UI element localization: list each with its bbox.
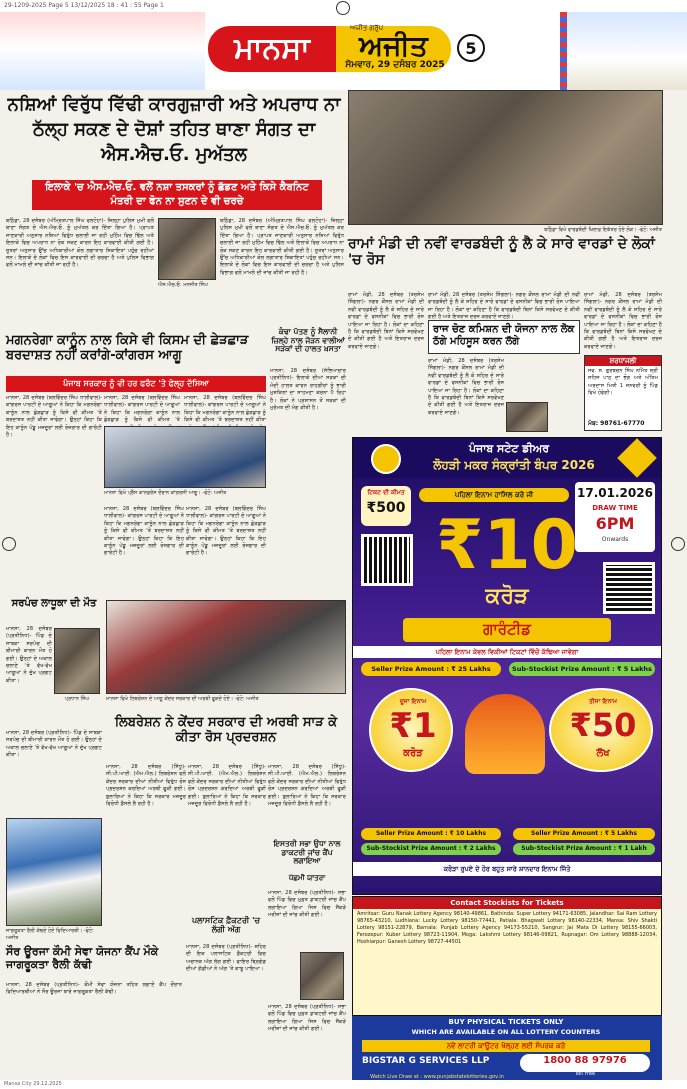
draw-time: 6PM (595, 514, 635, 533)
logo-paper-name: ਅਜੀਤ (336, 26, 451, 72)
logo-tagline: ਅਜੀਤ ਗਰੁੱਪ (350, 24, 384, 32)
obit-body: ਮਾਨਸਾ, 28 ਦਸੰਬਰ (ਪ੍ਰਤੀਨਿਧ)- ਪਿੰਡ ਦੇ ਸਾਬਕਾ ਸਰਪੰਚ ਦੀ ਬੀਮਾਰੀ ਕਾਰਨ ਮੌਤ ਹੋ ਗਈ। ਉਨ੍ਹਾਂ ਦੇ ਅਕਾਲ ਚਲਾਣੇ 'ਤੇ ਵੱਖ-ਵੱਖ ਆਗੂਆਂ ਨੇ ਦੁੱਖ ਪ੍ਰਗਟ ਕੀਤਾ। (6, 626, 52, 684)
ad-title: ਲੋਹੜੀ ਮਕਰ ਸੰਕ੍ਰਾਂਤੀ ਬੰਪਰ 2026 (433, 458, 595, 472)
stockists-title: Contact Stockists for Tickets (353, 897, 661, 909)
ad-footnote: ਕਰੋੜਾ ਰੁਪਏ ਦੇ ਹੋਰ ਬਹੁਤ ਸਾਰੇ ਸ਼ਾਨਦਾਰ ਇਨਾਮ ਜਿੱਤੋ (353, 862, 661, 876)
third-substockist-prize: Sub-Stockist Prize Amount : ₹ 1 Lakh (513, 843, 655, 855)
draw-time-label: DRAW TIME (592, 504, 638, 512)
rally-photo-caption: ਜਾਗਰੂਕਤਾ ਰੈਲੀ ਕੱਢਦੇ ਹੋਏ ਵਿਦਿਆਰਥੀ। -ਫੋਟੋ: ਅਜੀਤ (6, 928, 94, 941)
gurdwara-illustration-right (567, 12, 687, 90)
draw-onwards: Onwards (601, 536, 629, 543)
qr-code-left (361, 534, 413, 586)
second-prize-medal (369, 688, 453, 772)
masthead (0, 12, 687, 90)
second-prize-amount: ₹1 (389, 706, 437, 746)
ad-header: ਪੰਜਾਬ ਸਟੇਟ ਡੀਅਰ (468, 442, 550, 455)
third-prize-unit: ਲੱਖ (596, 748, 610, 759)
live-draw-website: Watch Live Draw at : www.punjabstatelotteries.gov.in (370, 1074, 504, 1080)
bhangra-dancer-illustration (465, 694, 545, 774)
factory-headline: ਪਲਾਸਟਿਕ ਫ਼ੈਕਟਰੀ 'ਚ ਲੱਗੀ ਅੱਗ (192, 916, 260, 935)
guarantee-banner (403, 618, 611, 642)
protest-photo-caption: ਬਠਿੰਡਾ ਵਿਖੇ ਵਾਰਡਬੰਦੀ ਖ਼ਿਲਾਫ਼ ਇਕੱਤਰ ਹੋਏ ਲੋਕ। -ਫੋਟੋ: ਅਜੀਤ (544, 227, 662, 233)
buy-physical-line1: BUY PHYSICAL TICKETS ONLY (448, 1018, 564, 1026)
liberation-body-col3: ਮਾਨਸਾ, 28 ਦਸੰਬਰ (ਸਿੱਧੂ)- ਸੀ.ਪੀ.ਆਈ. (ਐਮ.ਐਲ.) ਲਿਬਰੇਸ਼ਨ ਵਲੋਂ ਕੇਂਦਰ ਸਰਕਾਰ ਦੀਆਂ ਨੀਤੀਆਂ ਵਿਰੁੱਧ ਰੋਸ ਪ੍ਰਦਰਸ਼ਨ ਕਰਦਿਆਂ ਅਰਥੀ ਫੂਕੀ ਗਈ। ਬੁਲਾਰਿਆਂ ਨੇ ਕਿਹਾ ਕਿ ਸਰਕਾਰ ਮਜ਼ਦੂਰ ਵਿਰੋਧੀ ਫ਼ੈਸਲੇ ਲੈ ਰਹੀ ਹੈ। (268, 764, 346, 808)
lead-headline: ਨਸ਼ਿਆਂ ਵਿਰੁੱਧ ਵਿੱਢੀ ਕਾਰਗੁਜ਼ਾਰੀ ਅਤੇ ਅਪਰਾਧ ਨਾ ਠੱਲ੍ਹ ਸਕਣ ਦੇ ਦੋਸ਼ਾਂ ਤਹਿਤ ਥਾਣਾ ਸੰਗਤ ਦਾ ਐਸ.ਐਚ.ਓ. ਮੁਅੱਤਲ (7, 94, 341, 165)
mgnrega-headline: ਮਗਨਰੇਗਾ ਕਾਨੂੰਨ ਨਾਲ ਕਿਸੇ ਵੀ ਕਿਸਮ ਦੀ ਛੇੜਛਾੜ ਬਰਦਾਸ਼ਤ ਨਹੀਂ ਕਰਾਂਗੇ-ਕਾਂਗਰਸ ਆਗੂ (6, 333, 249, 363)
lead-subhead: ਇਲਾਕੇ 'ਚ ਐਸ.ਐਚ.ਓ. ਵਲੋਂ ਨਸ਼ਾ ਤਸਕਰਾਂ ਨੂੰ ਛੱਡਣ ਅਤੇ ਕਿਸੇ ਕੈਬਨਿਟ ਮੰਤਰੀ ਦਾ ਫੋਨ ਨਾ ਸੁਣਨ ਦੇ ਵੀ ਚਰਚੇ (32, 180, 322, 210)
registration-mark-icon (336, 1, 350, 15)
toll-free-label: Toll Free (574, 1071, 596, 1077)
second-prize-label: ਦੂਜਾ ਇਨਾਮ (399, 698, 427, 705)
roads-headline: ਕੰਢਾ ਪੱਤਣ ਨੂੰ ਸੈਲਾਨੀ ਜ਼ਿਲ੍ਹੇ ਨਾਲ ਜੋੜਨ ਵਾਲੀਆਂ ਸੜਕਾਂ ਦੀ ਹਾਲਤ ਖ਼ਸਤਾ (271, 327, 345, 354)
toll-free-badge (520, 1054, 650, 1072)
bottom-meta: Mansa City 29.12.2025 (0, 1080, 687, 1089)
obit-photo-caption: ਪ੍ਰਧਾਨ ਸਿੰਘ (64, 696, 90, 702)
price-badge (361, 486, 411, 526)
qr-code-right (603, 562, 655, 614)
stockists-box (352, 896, 662, 1016)
company-name: BIGSTAR G SERVICES LLP (362, 1056, 490, 1066)
buy-physical-line2: WHICH ARE AVAILABLE ON ALL LOTTERY COUNTERS (411, 1028, 601, 1036)
mandi-body-top: ਰਾਮਾਂ ਮੰਡੀ, 28 ਦਸੰਬਰ (ਤਰਸੇਮ ਸਿੰਗਲਾ)- ਨਗਰ ਕੌਂਸਲ ਰਾਮਾਂ ਮੰਡੀ ਦੀ ਨਵੀਂ ਵਾਰਡਬੰਦੀ ਨੂੰ ਲੈ ਕੇ ਸ਼ਹਿਰ ਦੇ ਸਾਰੇ ਵਾਰਡਾਂ ਦੇ ਵਸਨੀਕਾਂ ਵਿਚ ਭਾਰੀ ਰੋਸ ਪਾਇਆ ਜਾ ਰਿਹਾ ਹੈ। ਲੋਕਾਂ ਦਾ ਕਹਿਣਾ ਹੈ ਕਿ ਵਾਰਡਬੰਦੀ ਬਿਨਾਂ ਕਿਸੇ ਸਰਵੇਖਣ ਦੇ ਕੀਤੀ ਗਈ ਹੈ ਅਤੇ ਇਤਰਾਜ਼ ਦਰਜ ਕਰਵਾਏ ਜਾਣਗੇ। (428, 292, 580, 321)
mandi-subhead: ਰਾਜ ਚੋਣ ਕਮਿਸ਼ਨ ਦੀ ਯੋਜਨਾ ਨਾਲ ਲੋਕ ਠੱਗੇ ਮਹਿਸੂਸ ਕਰਨ ਲੱਗੇ (433, 324, 575, 347)
guarantee-note: ਪਹਿਲਾ ਇਨਾਮ ਕੇਵਲ ਵਿਕੀਆਂ ਟਿਕਟਾਂ ਵਿੱਚੋਂ ਕੱਢਿਆ ਜਾਵੇਗਾ (353, 646, 661, 658)
rally-headline: ਸੌਰ ਊਰਜਾ ਕੌਮੀ ਸੇਵਾ ਯੋਜਨਾ ਕੈਂਪ ਮੌਕੇ ਜਾਗਰੂਕਤਾ ਰੈਲੀ ਕੱਢੀ (6, 945, 159, 971)
ad-footer (352, 1016, 662, 1084)
mandi-headline: ਰਾਮਾਂ ਮੰਡੀ ਦੀ ਨਵੀਂ ਵਾਰਡਬੰਦੀ ਨੂੰ ਲੈ ਕੇ ਸਾਰੇ ਵਾਰਡਾਂ ਦੇ ਲੋਕਾਂ 'ਚ ਰੋਸ (348, 236, 655, 269)
obit-photo (54, 628, 100, 694)
ticket-price: ₹500 (366, 500, 406, 516)
mgnrega-body-col4: ਮਾਨਸਾ, 28 ਦਸੰਬਰ (ਬਲਵਿੰਦਰ ਸਿੰਘ ਧਾਲੀਵਾਲ)- ਕਾਂਗਰਸ ਪਾਰਟੀ ਦੇ ਆਗੂਆਂ ਨੇ ਕਿਹਾ ਕਿ ਮਗਨਰੇਗਾ ਕਾਨੂੰਨ ਨਾਲ ਛੇੜਛਾੜ ਨੂੰ ਕਿਸੇ ਵੀ ਕੀਮਤ 'ਤੇ ਬਰਦਾਸ਼ਤ ਨਹੀਂ ਕੀਤਾ ਜਾਵੇਗਾ। ਉਨ੍ਹਾਂ ਕਿਹਾ ਕਿ ਇਹ ਕਾਨੂੰਨ ਪੇਂਡੂ ਮਜ਼ਦੂਰਾਂ ਲਈ ਰੋਜ਼ਗਾਰ ਦੀ ਗਾਰੰਟੀ ਹੈ। (104, 506, 185, 557)
mgnrega-body-col5: ਮਾਨਸਾ, 28 ਦਸੰਬਰ (ਬਲਵਿੰਦਰ ਸਿੰਘ ਧਾਲੀਵਾਲ)- ਕਾਂਗਰਸ ਪਾਰਟੀ ਦੇ ਆਗੂਆਂ ਨੇ ਕਿਹਾ ਕਿ ਮਗਨਰੇਗਾ ਕਾਨੂੰਨ ਨਾਲ ਛੇੜਛਾੜ ਨੂੰ ਕਿਸੇ ਵੀ ਕੀਮਤ 'ਤੇ ਬਰਦਾਸ਼ਤ ਨਹੀਂ ਕੀਤਾ ਜਾਵੇਗਾ। ਉਨ੍ਹਾਂ ਕਿਹਾ ਕਿ ਇਹ ਕਾਨੂੰਨ ਪੇਂਡੂ ਮਜ਼ਦੂਰਾਂ ਲਈ ਰੋਜ਼ਗਾਰ ਦੀ ਗਾਰੰਟੀ ਹੈ। (186, 506, 267, 557)
camp-photo (300, 952, 344, 1000)
mandi-body-col1: ਰਾਮਾਂ ਮੰਡੀ, 28 ਦਸੰਬਰ (ਤਰਸੇਮ ਸਿੰਗਲਾ)- ਨਗਰ ਕੌਂਸਲ ਰਾਮਾਂ ਮੰਡੀ ਦੀ ਨਵੀਂ ਵਾਰਡਬੰਦੀ ਨੂੰ ਲੈ ਕੇ ਸ਼ਹਿਰ ਦੇ ਸਾਰੇ ਵਾਰਡਾਂ ਦੇ ਵਸਨੀਕਾਂ ਵਿਚ ਭਾਰੀ ਰੋਸ ਪਾਇਆ ਜਾ ਰਿਹਾ ਹੈ। ਲੋਕਾਂ ਦਾ ਕਹਿਣਾ ਹੈ ਕਿ ਵਾਰਡਬੰਦੀ ਬਿਨਾਂ ਕਿਸੇ ਸਰਵੇਖਣ ਦੇ ਕੀਤੀ ਗਈ ਹੈ ਅਤੇ ਇਤਰਾਜ਼ ਦਰਜ ਕਰਵਾਏ ਜਾਣਗੇ। (348, 292, 424, 350)
third-prize-label: ਤੀਜਾ ਇਨਾਮ (589, 698, 617, 705)
camp-body-cont: ਮਾਨਸਾ, 28 ਦਸੰਬਰ (ਪ੍ਰਤੀਨਿਧ)- ਸਭਾ ਵਲੋਂ ਪਿੰਡ ਵਿਚ ਮੁਫ਼ਤ ਡਾਕਟਰੀ ਜਾਂਚ ਕੈਂਪ ਲਗਾਇਆ ਗਿਆ ਜਿਸ ਵਿਚ ਸੈਂਕੜੇ ਮਰੀਜ਼ਾਂ ਦੀ ਜਾਂਚ ਕੀਤੀ ਗਈ। (268, 1004, 346, 1033)
price-label: ਟਿਕਟ ਦੀ ਕੀਮਤ (367, 489, 405, 496)
lottery-advertisement (352, 437, 662, 895)
factory-body: ਮਾਨਸਾ, 28 ਦਸੰਬਰ (ਪ੍ਰਤੀਨਿਧ)- ਸ਼ਹਿਰ ਦੀ ਇਕ ਪਲਾਸਟਿਕ ਫ਼ੈਕਟਰੀ ਵਿਚ ਅਚਾਨਕ ਅੱਗ ਲੱਗ ਗਈ। ਫਾਇਰ ਬ੍ਰਿਗੇਡ ਦੀਆਂ ਗੱਡੀਆਂ ਨੇ ਅੱਗ 'ਤੇ ਕਾਬੂ ਪਾਇਆ। (186, 944, 266, 973)
camp-subhead: ਪੱਛਮੀ ਯਾਤਰਾ (288, 874, 326, 882)
camp-headline: ਇਸਤਰੀ ਸਭਾ ਉਧਾ ਨਾਲ ਡਾਕਟਰੀ ਜਾਂਚ ਕੈਂਪ ਲਗਾਇਆ (273, 839, 341, 866)
registration-mark-icon (2, 537, 16, 551)
first-seller-prize: Seller Prize Amount : ₹ 25 Lakhs (361, 662, 501, 676)
protest-photo (348, 90, 663, 225)
second-seller-prize: Seller Prize Amount : ₹ 10 Lakhs (361, 828, 501, 840)
tribute-title: ਸ਼ਰਧਾਂਜਲੀ (585, 356, 661, 366)
mandi-body-col3: ਰਾਮਾਂ ਮੰਡੀ, 28 ਦਸੰਬਰ (ਤਰਸੇਮ ਸਿੰਗਲਾ)- ਨਗਰ ਕੌਂਸਲ ਰਾਮਾਂ ਮੰਡੀ ਦੀ ਨਵੀਂ ਵਾਰਡਬੰਦੀ ਨੂੰ ਲੈ ਕੇ ਸ਼ਹਿਰ ਦੇ ਸਾਰੇ ਵਾਰਡਾਂ ਦੇ ਵਸਨੀਕਾਂ ਵਿਚ ਭਾਰੀ ਰੋਸ ਪਾਇਆ ਜਾ ਰਿਹਾ ਹੈ। ਲੋਕਾਂ ਦਾ ਕਹਿਣਾ ਹੈ ਕਿ ਵਾਰਡਬੰਦੀ ਬਿਨਾਂ ਕਿਸੇ ਸਰਵੇਖਣ ਦੇ ਕੀਤੀ ਗਈ ਹੈ ਅਤੇ ਇਤਰਾਜ਼ ਦਰਜ ਕਰਵਾਏ ਜਾਣਗੇ। (584, 292, 662, 350)
obit-headline: ਸਰਪੰਚ ਲਾਧੂਕਾ ਦੀ ਮੌਤ (11, 598, 97, 609)
mandi-small-photo (506, 402, 548, 432)
first-prize-label: ਪਹਿਲਾ ਇਨਾਮ ਹਾਸਿਲ ਕਰੋ ਜੀ (419, 488, 569, 502)
mgnrega-body-col1: ਮਾਨਸਾ, 28 ਦਸੰਬਰ (ਬਲਵਿੰਦਰ ਸਿੰਘ ਧਾਲੀਵਾਲ)- ਕਾਂਗਰਸ ਪਾਰਟੀ ਦੇ ਆਗੂਆਂ ਨੇ ਕਿਹਾ ਕਿ ਮਗਨਰੇਗਾ ਕਾਨੂੰਨ ਨਾਲ ਛੇੜਛਾੜ ਨੂੰ ਕਿਸੇ ਵੀ ਕੀਮਤ 'ਤੇ ਬਰਦਾਸ਼ਤ ਨਹੀਂ ਕੀਤਾ ਜਾਵੇਗਾ। ਉਨ੍ਹਾਂ ਕਿਹਾ ਕਿ ਇਹ ਕਾਨੂੰਨ ਪੇਂਡੂ ਮਜ਼ਦੂਰਾਂ ਲਈ ਰੋਜ਼ਗਾਰ ਦੀ ਗਾਰੰਟੀ ਹੈ। (6, 395, 102, 439)
third-seller-prize: Seller Prize Amount : ₹ 5 Lakhs (513, 828, 655, 840)
rally-body: ਮਾਨਸਾ, 28 ਦਸੰਬਰ (ਪ੍ਰਤੀਨਿਧ)- ਕੌਮੀ ਸੇਵਾ ਯੋਜਨਾ ਤਹਿਤ ਲਗਾਏ ਕੈਂਪ ਦੌਰਾਨ ਵਿਦਿਆਰਥੀਆਂ ਨੇ ਸੌਰ ਊਰਜਾ ਬਾਰੇ ਜਾਗਰੂਕਤਾ ਰੈਲੀ ਕੱਢੀ। (6, 982, 182, 996)
registration-mark-icon (671, 537, 685, 551)
mgnrega-photo-caption: ਮਾਨਸਾ ਵਿਖੇ ਪ੍ਰੈੱਸ ਕਾਨਫ਼ਰੰਸ ਦੌਰਾਨ ਕਾਂਗਰਸੀ ਆਗੂ। -ਫੋਟੋ: ਅਜੀਤ (104, 490, 227, 496)
obit-body-cont: ਮਾਨਸਾ, 28 ਦਸੰਬਰ (ਪ੍ਰਤੀਨਿਧ)- ਪਿੰਡ ਦੇ ਸਾਬਕਾ ਸਰਪੰਚ ਦੀ ਬੀਮਾਰੀ ਕਾਰਨ ਮੌਤ ਹੋ ਗਈ। ਉਨ੍ਹਾਂ ਦੇ ਅਕਾਲ ਚਲਾਣੇ 'ਤੇ ਵੱਖ-ਵੱਖ ਆਗੂਆਂ ਨੇ ਦੁੱਖ ਪ੍ਰਗਟ ਕੀਤਾ। (6, 730, 102, 759)
toll-free-number: 1800 88 97976 (543, 1055, 627, 1066)
heritage-illustration-left (0, 12, 205, 90)
mandi-subhead-box (428, 320, 580, 354)
mgnrega-subhead: ਪੰਜਾਬ ਸਰਕਾਰ ਨੂੰ ਵੀ ਹਰ ਫਰੰਟ 'ਤੇ ਫੇਲ੍ਹ ਦੱਸਿਆ (6, 376, 266, 392)
lead-photo-caption: ਐਸ.ਐਚ.ਓ. ਮਨਜੀਤ ਸਿੰਘ (158, 282, 208, 288)
mgnrega-press-photo (104, 426, 266, 488)
jackpot-unit: ਕਰੋੜ (485, 584, 529, 609)
liberation-photo (106, 600, 346, 694)
second-prize-unit: ਕਰੋੜ (403, 748, 423, 759)
mandi-body-col2: ਰਾਮਾਂ ਮੰਡੀ, 28 ਦਸੰਬਰ (ਤਰਸੇਮ ਸਿੰਗਲਾ)- ਨਗਰ ਕੌਂਸਲ ਰਾਮਾਂ ਮੰਡੀ ਦੀ ਨਵੀਂ ਵਾਰਡਬੰਦੀ ਨੂੰ ਲੈ ਕੇ ਸ਼ਹਿਰ ਦੇ ਸਾਰੇ ਵਾਰਡਾਂ ਦੇ ਵਸਨੀਕਾਂ ਵਿਚ ਭਾਰੀ ਰੋਸ ਪਾਇਆ ਜਾ ਰਿਹਾ ਹੈ। ਲੋਕਾਂ ਦਾ ਕਹਿਣਾ ਹੈ ਕਿ ਵਾਰਡਬੰਦੀ ਬਿਨਾਂ ਕਿਸੇ ਸਰਵੇਖਣ ਦੇ ਕੀਤੀ ਗਈ ਹੈ ਅਤੇ ਇਤਰਾਜ਼ ਦਰਜ ਕਰਵਾਏ ਜਾਣਗੇ। (428, 358, 504, 416)
tribute-phone: ਮੋਬ: 98761-67770 (588, 420, 645, 427)
roads-body: ਮਾਨਸਾ, 28 ਦਸੰਬਰ (ਸੱਭਿਆਚਾਰ ਪ੍ਰਤੀਨਿਧ)- ਇਲਾਕੇ ਦੀਆਂ ਸੜਕਾਂ ਦੀ ਮੰਦੀ ਹਾਲਤ ਕਾਰਨ ਰਾਹਗੀਰਾਂ ਨੂੰ ਭਾਰੀ ਮੁਸ਼ਕਿਲਾਂ ਦਾ ਸਾਹਮਣਾ ਕਰਨਾ ਪੈ ਰਿਹਾ ਹੈ। ਲੋਕਾਂ ਨੇ ਪ੍ਰਸ਼ਾਸਨ ਤੋਂ ਸੜਕਾਂ ਦੀ ਮੁਰੰਮਤ ਦੀ ਮੰਗ ਕੀਤੀ ਹੈ। (270, 368, 346, 412)
rally-photo (6, 818, 102, 926)
liberation-body-col1: ਮਾਨਸਾ, 28 ਦਸੰਬਰ (ਸਿੱਧੂ)- ਸੀ.ਪੀ.ਆਈ. (ਐਮ.ਐਲ.) ਲਿਬਰੇਸ਼ਨ ਵਲੋਂ ਕੇਂਦਰ ਸਰਕਾਰ ਦੀਆਂ ਨੀਤੀਆਂ ਵਿਰੁੱਧ ਰੋਸ ਪ੍ਰਦਰਸ਼ਨ ਕਰਦਿਆਂ ਅਰਥੀ ਫੂਕੀ ਗਈ। ਬੁਲਾਰਿਆਂ ਨੇ ਕਿਹਾ ਕਿ ਸਰਕਾਰ ਮਜ਼ਦੂਰ ਵਿਰੋਧੀ ਫ਼ੈਸਲੇ ਲੈ ਰਹੀ ਹੈ। (106, 764, 186, 808)
tribute-body: ਸਵ. ਸ. ਗੁਰਬਚਨ ਸਿੰਘ ਨਮਿੱਤ ਸ਼੍ਰੀ ਸਹਿਜ ਪਾਠ ਦਾ ਭੋਗ ਅਤੇ ਅੰਤਿਮ ਅਰਦਾਸ ਮਿਤੀ 1 ਜਨਵਰੀ ਨੂੰ ਪਿੰਡ ਵਿਖੇ ਹੋਵੇਗੀ। (588, 368, 658, 397)
new-counter-note: ਨਵੇਂ ਲਾਟਰੀ ਕਾਊਂਟਰ ਖੋਲ੍ਹਣ ਲਈ ਸੰਪਰਕ ਕਰੋ (362, 1040, 650, 1052)
liberation-body-col2: ਮਾਨਸਾ, 28 ਦਸੰਬਰ (ਸਿੱਧੂ)- ਸੀ.ਪੀ.ਆਈ. (ਐਮ.ਐਲ.) ਲਿਬਰੇਸ਼ਨ ਵਲੋਂ ਕੇਂਦਰ ਸਰਕਾਰ ਦੀਆਂ ਨੀਤੀਆਂ ਵਿਰੁੱਧ ਰੋਸ ਪ੍ਰਦਰਸ਼ਨ ਕਰਦਿਆਂ ਅਰਥੀ ਫੂਕੀ ਗਈ। ਬੁਲਾਰਿਆਂ ਨੇ ਕਿਹਾ ਕਿ ਸਰਕਾਰ ਮਜ਼ਦੂਰ ਵਿਰੋਧੀ ਫ਼ੈਸਲੇ ਲੈ ਰਹੀ ਹੈ। (188, 764, 266, 808)
first-substockist-prize: Sub-Stockist Prize Amount : ₹ 5 Lakhs (509, 662, 655, 676)
liberation-headline: ਲਿਬਰੇਸ਼ਨ ਨੇ ਕੇਂਦਰ ਸਰਕਾਰ ਦੀ ਅਰਥੀ ਸਾੜ ਕੇ ਕੀਤਾ ਰੋਸ ਪ੍ਰਦਰਸ਼ਨ (114, 715, 338, 745)
print-meta-strip: 29-1209-2025 Page 5 13/12/2025 18 : 41 : 55 Page 1 (0, 0, 687, 12)
mgnrega-body-col3: ਮਾਨਸਾ, 28 ਦਸੰਬਰ (ਬਲਵਿੰਦਰ ਸਿੰਘ ਧਾਲੀਵਾਲ)- ਕਾਂਗਰਸ ਪਾਰਟੀ ਦੇ ਆਗੂਆਂ ਨੇ ਕਿਹਾ ਕਿ ਮਗਨਰੇਗਾ ਕਾਨੂੰਨ ਨਾਲ ਛੇੜਛਾੜ ਨੂੰ ਕਿਸੇ ਵੀ ਕੀਮਤ 'ਤੇ ਬਰਦਾਸ਼ਤ ਨਹੀਂ ਕੀਤਾ (184, 395, 266, 424)
second-substockist-prize: Sub-Stockist Prize Amount : ₹ 2 Lakhs (361, 843, 501, 855)
liberation-photo-caption: ਮਾਨਸਾ ਵਿਖੇ ਲਿਬਰੇਸ਼ਨ ਦੇ ਆਗੂ ਕੇਂਦਰ ਸਰਕਾਰ ਦੀ ਅਰਥੀ ਫੂਕਦੇ ਹੋਏ। -ਫੋਟੋ: ਅਜੀਤ (106, 696, 259, 702)
tribute-box (584, 355, 662, 431)
decorative-border (560, 12, 567, 90)
jackpot-amount: ₹10 (436, 506, 578, 585)
lead-body-col1: ਬਠਿੰਡਾ, 28 ਦਸੰਬਰ (ਅੰਮ੍ਰਿਤਪਾਲ ਸਿੰਘ ਵਲਟੋਹਾ)- ਜ਼ਿਲ੍ਹਾ ਪੁਲਿਸ ਮੁਖੀ ਵਲੋਂ ਥਾਣਾ ਸੰਗਤ ਦੇ ਐਸ.ਐਚ.ਓ. ਨੂੰ ਮੁਅੱਤਲ ਕਰ ਦਿੱਤਾ ਗਿਆ ਹੈ। ਪ੍ਰਾਪਤ ਜਾਣਕਾਰੀ ਅਨੁਸਾਰ ਨਸ਼ਿਆਂ ਵਿਰੁੱਧ ਚਲਾਈ ਜਾ ਰਹੀ ਮੁਹਿੰਮ ਵਿਚ ਢਿੱਲ ਅਤੇ ਇਲਾਕੇ ਵਿਚ ਅਪਰਾਧ ਨਾ ਰੋਕ ਸਕਣ ਕਾਰਨ ਇਹ ਕਾਰਵਾਈ ਕੀਤੀ ਗਈ ਹੈ। ਸੂਤਰਾਂ ਅਨੁਸਾਰ ਉੱਚ ਅਧਿਕਾਰੀਆਂ ਕੋਲ ਲਗਾਤਾਰ ਸ਼ਿਕਾਇਤਾਂ ਪਹੁੰਚ ਰਹੀਆਂ ਸਨ। ਇਲਾਕੇ ਦੇ ਲੋਕਾਂ ਵਿਚ ਇਸ ਕਾਰਵਾਈ ਦੀ ਚਰਚਾ ਹੈ ਅਤੇ ਪੁਲਿਸ ਵਿਭਾਗ ਵਲੋਂ ਮਾਮਲੇ ਦੀ ਜਾਂਚ ਕੀਤੀ ਜਾ ਰਹੀ ਹੈ। (6, 218, 154, 269)
third-prize-amount: ₹50 (569, 706, 637, 744)
third-prize-medal (549, 688, 653, 772)
lead-portrait-photo (158, 218, 216, 280)
lead-body-col2: ਬਠਿੰਡਾ, 28 ਦਸੰਬਰ (ਅੰਮ੍ਰਿਤਪਾਲ ਸਿੰਘ ਵਲਟੋਹਾ)- ਜ਼ਿਲ੍ਹਾ ਪੁਲਿਸ ਮੁਖੀ ਵਲੋਂ ਥਾਣਾ ਸੰਗਤ ਦੇ ਐਸ.ਐਚ.ਓ. ਨੂੰ ਮੁਅੱਤਲ ਕਰ ਦਿੱਤਾ ਗਿਆ ਹੈ। ਪ੍ਰਾਪਤ ਜਾਣਕਾਰੀ ਅਨੁਸਾਰ ਨਸ਼ਿਆਂ ਵਿਰੁੱਧ ਚਲਾਈ ਜਾ ਰਹੀ ਮੁਹਿੰਮ ਵਿਚ ਢਿੱਲ ਅਤੇ ਇਲਾਕੇ ਵਿਚ ਅਪਰਾਧ ਨਾ ਰੋਕ ਸਕਣ ਕਾਰਨ ਇਹ ਕਾਰਵਾਈ ਕੀਤੀ ਗਈ ਹੈ। ਸੂਤਰਾਂ ਅਨੁਸਾਰ ਉੱਚ ਅਧਿਕਾਰੀਆਂ ਕੋਲ ਲਗਾਤਾਰ ਸ਼ਿਕਾਇਤਾਂ ਪਹੁੰਚ ਰਹੀਆਂ ਸਨ। ਇਲਾਕੇ ਦੇ ਲੋਕਾਂ ਵਿਚ ਇਸ ਕਾਰਵਾਈ ਦੀ ਚਰਚਾ ਹੈ ਅਤੇ ਪੁਲਿਸ ਵਿਭਾਗ ਵਲੋਂ ਮਾਮਲੇ ਦੀ ਜਾਂਚ ਕੀਤੀ ਜਾ ਰਹੀ ਹੈ। (220, 218, 344, 276)
stockists-list: Amritsar: Guru Nanak Lottery Agency 98140-49861, Bathinda: Super Lottery 94171-63085, Jalandhar: Sai Ram Lottery 98765-43210, Ludhiana: Lucky Lottery 98150-77441, Patiala: Bhagwati Lottery 98140-22334, Mansa: Shiv Shakti Lottery 98151-22879, Barnala: Punjab Lottery Agency 94173-55210, Sangrur: Jai Mata Di Lottery 98155-66003, Ferozepur: Kuber Lottery 98723-11904, Moga: Lakshmi Lottery 98146-09821, Rupnagar: Om Lottery 98888-12034, Hoshiarpur: Ganesh Lottery 98727-44501 (357, 911, 657, 945)
draw-date: 17.01.2026 (577, 486, 653, 500)
edition-date: ਸੋਮਵਾਰ, 29 ਦਸੰਬਰ 2025 (345, 60, 445, 70)
mgnrega-body-col2: ਮਾਨਸਾ, 28 ਦਸੰਬਰ (ਬਲਵਿੰਦਰ ਸਿੰਘ ਧਾਲੀਵਾਲ)- ਕਾਂਗਰਸ ਪਾਰਟੀ ਦੇ ਆਗੂਆਂ ਨੇ ਕਿਹਾ ਕਿ ਮਗਨਰੇਗਾ ਕਾਨੂੰਨ ਨਾਲ ਛੇੜਛਾੜ ਨੂੰ ਕਿਸੇ ਵੀ ਕੀਮਤ 'ਤੇ (104, 395, 180, 424)
logo-city-name: ਮਾਨਸਾ (208, 26, 336, 72)
camp-body: ਮਾਨਸਾ, 28 ਦਸੰਬਰ (ਪ੍ਰਤੀਨਿਧ)- ਸਭਾ ਵਲੋਂ ਪਿੰਡ ਵਿਚ ਮੁਫ਼ਤ ਡਾਕਟਰੀ ਜਾਂਚ ਕੈਂਪ ਲਗਾਇਆ ਗਿਆ ਜਿਸ ਵਿਚ ਸੈਂਕੜੇ ਮਰੀਜ਼ਾਂ ਦੀ ਜਾਂਚ ਕੀਤੀ ਗਈ। (268, 890, 346, 919)
guarantee-text: ਗਾਰੰਟੀਡ (483, 620, 531, 638)
emblem-icon (371, 444, 401, 474)
page-number: 5 (457, 34, 485, 62)
